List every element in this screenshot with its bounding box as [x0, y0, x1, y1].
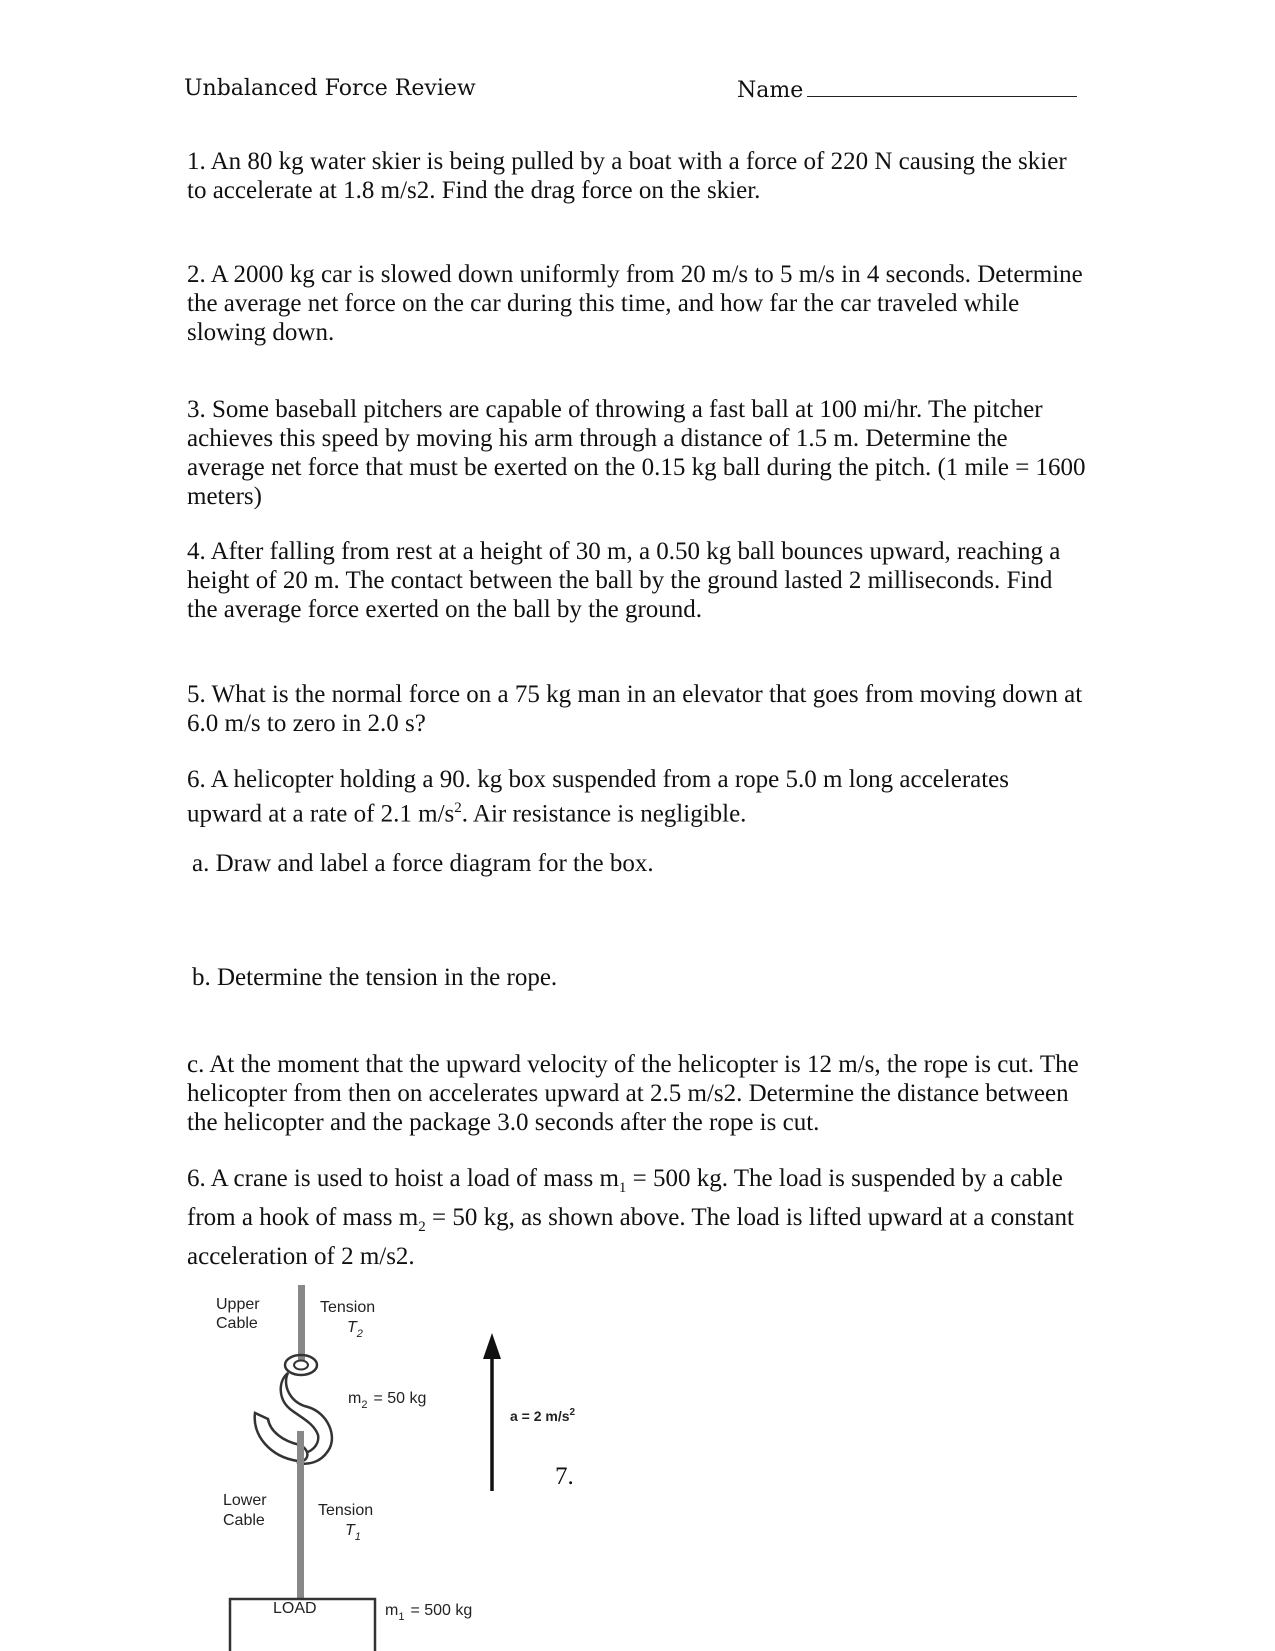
load-mass-label: $m_1 = 500$ kg: [385, 1602, 473, 1623]
upper-cable-label-2: Cable: [216, 1315, 258, 1332]
question-2: 2. A 2000 kg car is slowed down uniformly from 20 m/s to 5 m/s in 4 seconds. Determine the average net force on the car during this time, and how far the car traveled while slowing down.: [187, 261, 1083, 346]
hook-eye-inner: [294, 1361, 308, 1370]
hook-mass-label: $m_2 = 50$ kg: [348, 1390, 427, 1411]
upper-cable-label-1: Upper: [216, 1296, 260, 1313]
question-6b: b. Determine the tension in the rope.: [192, 964, 558, 991]
question-3: 3. Some baseball pitchers are capable of throwing a fast ball at 100 mi/hr. The pitcher achieves this speed by moving his arm through a distance of 1.5 m. Determine the average net force that must be exerted on the 0.15 kg ball during the pitch. (1 mile = 1600 meters): [187, 396, 1086, 510]
question-6-text-end: . Air resistance is negligible.: [461, 800, 747, 828]
question-crane: [187, 1164, 1087, 1271]
acceleration-arrow-head: [483, 1333, 501, 1359]
question-6a: a. Draw and label a force diagram for the box.: [192, 850, 654, 877]
question-1: 1. An 80 kg water skier is being pulled by a boat with a force of 220 N causing the skier to accelerate at 1.8 m/s2. Find the drag force on the skier.: [187, 148, 1067, 204]
question-crane-text-c: = 50 kg, as shown above. The load is lifted upward at a constant acceleration of 2 m/s2.: [187, 1204, 1074, 1270]
load-label: LOAD: [273, 1600, 317, 1617]
tension-top-label: Tension: [320, 1299, 376, 1316]
question-crane-sub-1: 1: [618, 1180, 627, 1196]
upper-cable: [298, 1285, 305, 1360]
name-field: [737, 76, 1077, 103]
question-6-exponent: 2: [454, 800, 462, 816]
tension-bottom-symbol: $T_1$: [345, 1522, 361, 1543]
question-crane-text-a: 6. A crane is used to hoist a load of mass m: [187, 1165, 619, 1192]
lower-cable-label-1: Lower: [223, 1492, 267, 1509]
lower-cable: [297, 1431, 304, 1599]
lower-cable-label-2: Cable: [223, 1512, 265, 1529]
question-6c: c. At the moment that the upward velocity of the helicopter is 12 m/s, the rope is cut. The helicopter from then on accelerates upward at 2.5 m/s2. Determine the distance between the helicopter and the package 3.0 seconds after the rope is cut.: [187, 1051, 1079, 1136]
question-6: [187, 765, 1087, 828]
acceleration-label: a = 2 $m/s^2$: [510, 1407, 576, 1424]
question-4: 4. After falling from rest at a height of 30 m, a 0.50 kg ball bounces upward, reaching a height of 20 m. The contact between the ball by the ground lasted 2 milliseconds. Find the average force exerted on the ball by the ground.: [187, 538, 1061, 623]
name-blank-line: [807, 76, 1077, 97]
crane-diagram: [200, 1285, 640, 1651]
tension-bottom-label: Tension: [318, 1502, 374, 1519]
name-label: Name: [737, 78, 804, 103]
worksheet-title: Unbalanced Force Review: [184, 76, 476, 101]
question-crane-sub-2: 2: [418, 1219, 426, 1235]
question-crane-text-b: = 500 kg. The load is suspended by a cable from a hook of mass m: [187, 1165, 1063, 1231]
question-6-text: 6. A helicopter holding a 90. kg box suspended from a rope 5.0 m long accelerates upward at a rate of 2.1 m/s: [187, 766, 1010, 828]
question-5: 5. What is the normal force on a 75 kg man in an elevator that goes from moving down at 6.0 m/s to zero in 2.0 s?: [187, 681, 1083, 737]
problem-number-7: 7.: [555, 1463, 574, 1490]
tension-top-symbol: $T_2$: [347, 1319, 363, 1340]
